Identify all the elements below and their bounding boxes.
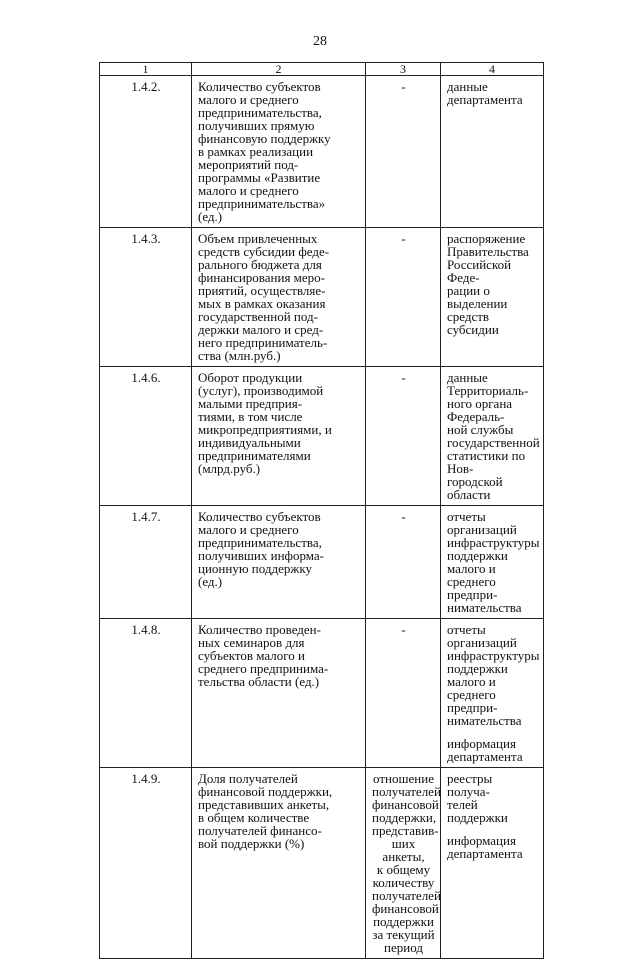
row-number-cell <box>100 76 192 228</box>
method-cell-text: - <box>401 370 406 385</box>
source-cell <box>441 506 544 619</box>
indicator-cell-text: Количество субъектов малого и среднего предпринимательства, получивших информа- ционную поддержку (ед.) <box>198 509 325 589</box>
row-number-cell-text: 1.4.9. <box>131 771 161 786</box>
row-number-cell <box>100 228 192 367</box>
source-cell <box>441 619 544 768</box>
row-number-cell-text: 1.4.6. <box>131 370 161 385</box>
page-number: 28 <box>313 34 327 49</box>
row-number-cell <box>100 506 192 619</box>
row-number-cell-text: 1.4.7. <box>131 509 161 524</box>
source-cell-text-secondary: информация департамента <box>447 736 523 764</box>
indicator-cell <box>192 768 366 959</box>
column-header: 2 <box>192 63 366 76</box>
table-header-row <box>100 63 544 76</box>
row-number-cell-text: 1.4.8. <box>131 622 161 637</box>
table-row <box>100 76 544 228</box>
source-cell <box>441 76 544 228</box>
table-row <box>100 506 544 619</box>
method-cell-text: - <box>401 231 406 246</box>
indicator-cell <box>192 506 366 619</box>
indicator-cell <box>192 367 366 506</box>
table-row <box>100 367 544 506</box>
indicator-cell-text: Объем привлеченных средств субсидии феде- рального бюджета для финансирования меро- приятий, осуществляе- мых в рамках оказания государственной под- держки малого и сред- него предприниматель- ства (млн.руб.) <box>198 231 330 363</box>
indicator-cell-text: Оборот продукции (услуг), производимой малыми предприя- тиями, в том числе микропредприятиями, и индивидуальными предпринимателями (млрд.руб.) <box>198 370 332 476</box>
indicators-table <box>99 62 544 959</box>
table-row <box>100 619 544 768</box>
table-row <box>100 768 544 959</box>
source-cell-text: данные Территориаль- ного органа Федераль- ной службы государственной статистики по Нов- городской области <box>447 370 540 502</box>
table-row <box>100 228 544 367</box>
row-number-cell <box>100 619 192 768</box>
source-cell-text: распоряжение Правительства Российской Феде- рации о выделении средств субсидии <box>447 231 529 337</box>
method-cell <box>366 367 441 506</box>
method-cell <box>366 619 441 768</box>
method-cell-text: отношение получателей финансовой поддержки, представив- ших анкеты, к общему количеству получателей финансовой поддержки за текущий период <box>372 771 441 955</box>
indicator-cell <box>192 619 366 768</box>
row-number-cell <box>100 367 192 506</box>
source-cell <box>441 367 544 506</box>
source-cell-text: реестры получа- телей поддержки <box>447 771 508 825</box>
row-number-cell <box>100 768 192 959</box>
column-header: 4 <box>441 63 544 76</box>
source-cell-text-secondary: информация департамента <box>447 833 523 861</box>
source-cell-text: отчеты организаций инфраструктуры поддержки малого и среднего предпри- нимательства <box>447 509 540 615</box>
row-number-cell-text: 1.4.3. <box>131 231 161 246</box>
method-cell <box>366 506 441 619</box>
method-cell-text: - <box>401 79 406 94</box>
column-header: 1 <box>100 63 192 76</box>
column-header: 3 <box>366 63 441 76</box>
indicator-cell <box>192 76 366 228</box>
indicator-cell-text: Количество проведен- ных семинаров для субъектов малого и среднего предпринима- тельства области (ед.) <box>198 622 329 689</box>
method-cell <box>366 228 441 367</box>
indicator-cell-text: Количество субъектов малого и среднего предпринимательства, получивших прямую финансовую поддержку в рамках реализации мероприятий под- программы «Развитие малого и среднего предпринимательства» (ед.) <box>198 79 331 224</box>
source-cell <box>441 768 544 959</box>
indicator-cell-text: Доля получателей финансовой поддержки, представивших анкеты, в общем количестве получателей финансо- вой поддержки (%) <box>198 771 333 851</box>
method-cell <box>366 76 441 228</box>
row-number-cell-text: 1.4.2. <box>131 79 161 94</box>
source-cell <box>441 228 544 367</box>
method-cell-text: - <box>401 509 406 524</box>
indicator-cell <box>192 228 366 367</box>
source-cell-text: данные департамента <box>447 79 523 107</box>
source-cell-text: отчеты организаций инфраструктуры поддержки малого и среднего предпри- нимательства <box>447 622 540 728</box>
method-cell <box>366 768 441 959</box>
method-cell-text: - <box>401 622 406 637</box>
